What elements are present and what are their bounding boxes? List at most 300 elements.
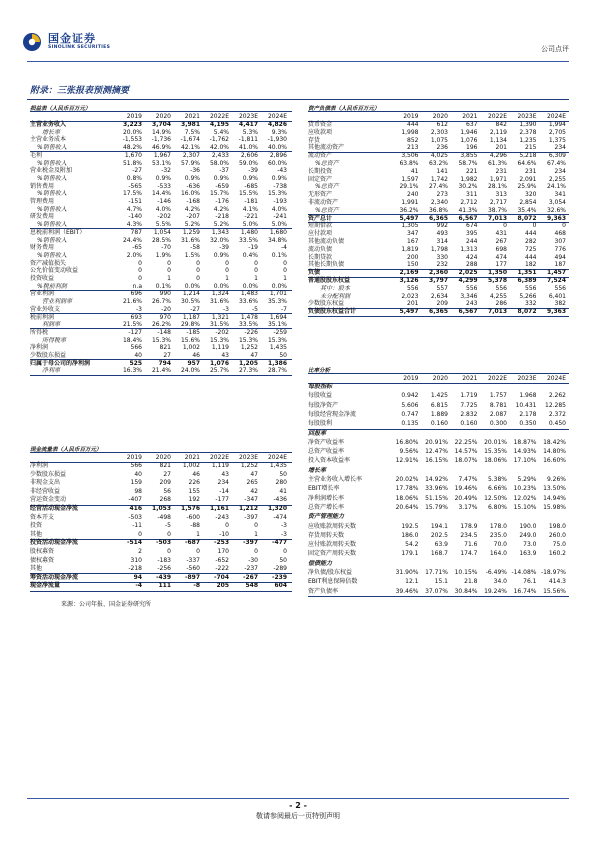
- cell-value: 41: [410, 167, 419, 175]
- cell-value: 12.47%: [425, 448, 448, 456]
- cell-value: 27.4%: [428, 183, 448, 191]
- cell-value: 1,212: [239, 505, 258, 512]
- table-row: [30, 522, 292, 530]
- cell-value: 330: [436, 253, 448, 261]
- row-label: 非现金支出: [30, 479, 61, 487]
- row-label: 存货: [308, 136, 321, 144]
- row-label: 少数股东损益: [30, 352, 67, 359]
- cell-value: 2,340: [430, 199, 448, 206]
- cell-value: 0: [283, 267, 287, 275]
- cell-value: 556: [407, 284, 419, 292]
- table-row: [308, 160, 569, 168]
- row-label: 总资产增长率: [308, 503, 345, 511]
- table-row: [308, 420, 569, 428]
- cell-value: 6,365: [429, 214, 448, 222]
- cell-value: 1: [254, 530, 258, 538]
- cell-value: 2,378: [519, 128, 537, 136]
- cell-value: 548: [245, 582, 258, 590]
- cell-value: 98: [134, 487, 142, 495]
- cell-value: 12.02%: [513, 494, 537, 502]
- cell-value: 1,670: [124, 151, 142, 159]
- cell-value: 39.46%: [395, 587, 419, 595]
- cell-value: 29.8%: [180, 321, 200, 329]
- cell-value: 424: [466, 253, 478, 261]
- cell-value: 15.98%: [543, 503, 566, 511]
- cell-value: 0: [138, 275, 142, 282]
- row-label: 税前利润: [30, 313, 55, 321]
- cell-value: 395: [466, 230, 478, 238]
- table-row: [308, 129, 569, 137]
- cell-value: 167: [407, 238, 419, 245]
- cell-value: -253: [213, 539, 229, 547]
- cell-value: -237: [244, 565, 258, 573]
- cell-value: 852: [407, 136, 419, 144]
- cell-value: 1,320: [268, 505, 287, 512]
- cell-value: -148: [157, 328, 171, 336]
- cell-value: 27.3%: [238, 367, 258, 375]
- cell-value: -3: [223, 305, 229, 313]
- cell-value: 556: [495, 284, 507, 292]
- cell-value: 0: [167, 530, 171, 538]
- page-number: - 2 -: [289, 801, 307, 810]
- cell-value: 50: [279, 470, 287, 478]
- cell-value: 0.135: [401, 420, 419, 428]
- cell-value: 182: [525, 261, 537, 269]
- cell-value: 1,321: [211, 313, 229, 321]
- cell-value: 29.1%: [399, 183, 419, 191]
- cell-value: 0: [225, 522, 229, 530]
- cell-value: 26.2%: [151, 321, 171, 329]
- cell-value: 1,134: [489, 136, 507, 144]
- table-row: [30, 531, 292, 539]
- cell-value: 30.5%: [180, 298, 200, 306]
- cell-value: -37: [219, 167, 229, 175]
- cell-value: -347: [244, 496, 258, 504]
- row-label: 每股收益: [308, 392, 333, 400]
- cell-value: 21.5%: [122, 321, 142, 329]
- cell-value: 22.25%: [454, 438, 478, 446]
- cell-value: 0: [562, 222, 566, 230]
- row-rule: [308, 596, 569, 597]
- cell-value: 51.8%: [122, 159, 142, 167]
- year-header: 2019: [126, 454, 142, 461]
- cell-value: 192.5: [401, 522, 419, 530]
- cell-value: 244: [466, 238, 478, 245]
- cell-value: 2.262: [548, 392, 566, 400]
- cell-value: 9,363: [547, 214, 566, 222]
- cell-value: 2.832: [460, 410, 478, 418]
- cell-value: 14.4%: [151, 190, 171, 198]
- cell-value: 67.4%: [546, 160, 566, 167]
- cell-value: 0: [138, 530, 142, 538]
- cell-value: 1,435: [269, 344, 287, 352]
- cell-value: -3: [281, 530, 287, 538]
- cell-value: -652: [215, 556, 229, 564]
- cell-value: -151: [128, 198, 142, 205]
- cell-value: 288: [466, 261, 478, 269]
- cell-value: 444: [407, 121, 419, 128]
- table-row: [30, 539, 292, 547]
- cell-value: 2.087: [489, 410, 507, 418]
- cell-value: 202.5: [430, 531, 448, 539]
- cell-value: n.a: [132, 282, 142, 290]
- cell-value: 1,994: [548, 121, 566, 128]
- cell-value: 34.8%: [267, 236, 287, 244]
- cell-value: 1,386: [268, 359, 287, 367]
- cell-value: 2,634: [430, 292, 448, 300]
- cell-value: 2,307: [182, 151, 200, 159]
- year-header: 2021: [462, 375, 478, 382]
- cell-value: 26.7%: [151, 298, 171, 306]
- cell-value: -146: [157, 198, 171, 205]
- cell-value: -58: [190, 244, 200, 252]
- cell-value: 0.9%: [213, 251, 229, 259]
- row-label: 应付账款周转天数: [308, 541, 357, 549]
- cell-value: 5.5%: [155, 221, 171, 229]
- row-label: 净利润: [30, 462, 49, 469]
- cell-value: 0.9%: [242, 174, 258, 182]
- cell-value: 444: [525, 230, 537, 238]
- year-header: 2023E: [238, 113, 258, 120]
- cell-value: 1,351: [517, 269, 537, 277]
- cell-value: 1.5%: [184, 251, 200, 259]
- cell-value: 155: [188, 487, 200, 495]
- cell-value: -600: [186, 513, 200, 521]
- cell-value: 164.0: [489, 550, 507, 558]
- cell-value: 1.757: [489, 392, 507, 400]
- row-label: 回报率: [308, 429, 327, 437]
- row-label: 少数股东权益: [308, 300, 345, 308]
- cell-value: 35.1%: [267, 321, 287, 329]
- cell-value: -65: [132, 244, 142, 252]
- cell-value: 4.7%: [126, 205, 142, 213]
- cell-value: -704: [213, 573, 229, 581]
- cell-value: -397: [244, 513, 258, 521]
- cell-value: 163.9: [519, 550, 537, 558]
- table-row: [308, 550, 569, 558]
- cell-value: 5.29%: [517, 476, 537, 483]
- table-row: [30, 496, 292, 504]
- cell-value: 566: [130, 462, 142, 469]
- table-row: [308, 191, 569, 199]
- cell-value: 40: [134, 470, 142, 478]
- cell-value: 10.23%: [513, 485, 537, 493]
- cell-value: 314: [436, 238, 448, 245]
- cell-value: 190.0: [519, 522, 537, 530]
- year-header: 2019: [403, 375, 419, 382]
- cell-value: 3,346: [460, 292, 478, 300]
- cell-value: 347: [407, 230, 419, 238]
- cell-value: 556: [525, 284, 537, 292]
- cell-value: 604: [274, 582, 287, 590]
- table-row: [308, 199, 569, 207]
- cell-value: -181: [244, 198, 258, 205]
- table-row: [308, 230, 569, 238]
- cell-value: -241: [273, 213, 287, 221]
- cell-value: 42: [250, 487, 258, 495]
- cell-value: 6,389: [517, 277, 537, 284]
- row-rule: [30, 591, 292, 592]
- cell-value: 234: [554, 167, 566, 175]
- cell-value: 5.2%: [213, 221, 229, 229]
- cell-value: 0.450: [548, 420, 566, 428]
- cell-value: 17.5%: [122, 190, 142, 198]
- cell-value: 20.49%: [454, 494, 478, 502]
- cell-value: 30.2%: [458, 183, 478, 191]
- cell-value: 1: [225, 275, 229, 282]
- table-row: [308, 485, 569, 493]
- cell-value: 787: [130, 228, 142, 236]
- cell-value: 14.80%: [543, 448, 566, 456]
- cell-value: 468: [554, 230, 566, 238]
- cell-value: -256: [157, 565, 171, 573]
- cell-value: 31.6%: [180, 236, 200, 244]
- cell-value: 187: [554, 261, 566, 269]
- cell-value: 0: [254, 522, 258, 530]
- cell-value: 1.968: [519, 392, 537, 400]
- cell-value: 47: [250, 470, 258, 478]
- year-header: 2021: [184, 113, 200, 120]
- cell-value: 9.56%: [399, 448, 419, 456]
- cell-value: 41.0%: [238, 144, 258, 152]
- cell-value: -407: [128, 496, 142, 504]
- cell-value: 6,365: [429, 308, 448, 316]
- row-label: 其他: [30, 565, 43, 573]
- cell-value: 14.57%: [454, 448, 478, 456]
- cell-value: -5: [252, 305, 258, 313]
- cell-value: 6,567: [458, 308, 478, 316]
- cell-value: 1,343: [211, 228, 229, 236]
- table-row: [308, 578, 569, 586]
- cell-value: 15.10%: [513, 503, 537, 511]
- cell-value: 5,378: [488, 277, 507, 284]
- cell-value: -27: [190, 305, 200, 313]
- cell-value: 43: [221, 352, 229, 359]
- cell-value: 20.02%: [395, 476, 419, 483]
- cell-value: 3,126: [399, 277, 419, 284]
- cell-value: 40.0%: [267, 144, 287, 152]
- cell-value: 2,717: [489, 199, 507, 206]
- cell-value: 821: [159, 462, 171, 469]
- cell-value: 34.0: [493, 578, 507, 586]
- cell-value: 226: [188, 479, 200, 487]
- cell-value: -3: [136, 305, 142, 313]
- row-label: 固定资产: [308, 175, 333, 183]
- table-row: [308, 588, 569, 596]
- table-row: [308, 411, 569, 419]
- cell-value: 1,161: [210, 505, 229, 512]
- cell-value: -659: [215, 182, 229, 190]
- cell-value: 1,478: [240, 313, 258, 321]
- cell-value: 32.6%: [546, 206, 566, 214]
- row-label: 毛利: [30, 151, 43, 159]
- cell-value: -18.97%: [540, 569, 566, 576]
- row-label: 应收账款周转天数: [308, 522, 357, 530]
- cell-value: 35.4%: [517, 206, 537, 214]
- page-header: [0, 0, 596, 62]
- cell-value: 16.60%: [543, 457, 566, 465]
- cell-value: -1,762: [209, 136, 229, 144]
- cell-value: 696: [130, 290, 142, 298]
- cell-value: 1,967: [153, 151, 171, 159]
- cell-value: 0.160: [430, 420, 448, 428]
- cell-value: 18.4%: [122, 336, 142, 344]
- cell-value: 2,896: [269, 151, 287, 159]
- cell-value: 12.1: [405, 578, 419, 586]
- cell-value: 5,497: [399, 214, 419, 222]
- row-label: %销售收入: [37, 221, 67, 229]
- cell-value: 4.0%: [155, 205, 171, 213]
- cell-value: 2,025: [458, 269, 478, 277]
- row-label: 其他: [30, 530, 43, 538]
- row-label: 投资收益: [30, 275, 55, 282]
- cell-value: 1,457: [547, 269, 566, 277]
- cell-value: 332: [525, 300, 537, 308]
- appendix-title: 附录：三张报表预测摘要: [30, 86, 130, 96]
- cell-value: 286: [495, 300, 507, 308]
- cell-value: 12.91%: [395, 457, 419, 465]
- row-label: 利润率: [42, 321, 61, 329]
- cell-value: 36.8%: [428, 206, 448, 214]
- cell-value: 178.0: [489, 522, 507, 530]
- cell-value: 3,704: [152, 121, 171, 128]
- cell-value: 4,299: [458, 277, 478, 284]
- year-header: 2020: [155, 454, 171, 461]
- cell-value: -243: [215, 513, 229, 521]
- table-row: [30, 574, 292, 582]
- cell-value: 31.6%: [209, 298, 229, 306]
- cell-value: -168: [186, 198, 200, 205]
- cell-value: 63.8%: [399, 160, 419, 167]
- cell-value: 50: [279, 556, 287, 564]
- cell-value: 6.815: [430, 401, 448, 409]
- row-label: 营业利润率: [42, 298, 73, 306]
- cell-value: 1,205: [239, 359, 258, 367]
- cell-value: -226: [244, 328, 258, 336]
- table-row: [308, 476, 569, 484]
- cell-value: 0.4%: [242, 251, 258, 259]
- row-label: EBIT利息保障倍数: [308, 578, 358, 586]
- cell-value: 311: [466, 191, 478, 199]
- row-label: 非流动资产: [308, 199, 339, 206]
- row-label: %税前利润: [37, 282, 67, 290]
- row-label: 投入资本收益率: [308, 457, 351, 465]
- cell-value: 2,255: [548, 175, 566, 183]
- cell-value: 48.2%: [122, 144, 142, 152]
- row-label: 债权募资: [30, 556, 55, 564]
- cell-value: 192: [188, 496, 200, 504]
- cell-value: 474: [495, 253, 507, 261]
- cell-value: -503: [155, 539, 171, 547]
- table-row: [30, 565, 292, 573]
- cell-value: 2,169: [399, 269, 419, 277]
- cell-value: 3,054: [548, 199, 566, 206]
- cell-value: 0.0%: [184, 282, 200, 290]
- cell-value: 50: [279, 352, 287, 359]
- cell-value: 46: [192, 470, 200, 478]
- cell-value: -897: [184, 573, 200, 581]
- cell-value: 200: [407, 253, 419, 261]
- year-header: 2020: [155, 113, 171, 120]
- year-header: 2023E: [238, 454, 258, 461]
- cell-value: 4.2%: [184, 205, 200, 213]
- cell-value: 15.1: [434, 578, 448, 586]
- cell-value: 1,435: [269, 462, 287, 469]
- cell-value: 38.7%: [487, 206, 507, 214]
- row-label: 主营业务收入增长率: [308, 476, 363, 483]
- cell-value: 76.1: [523, 578, 537, 586]
- table-title: 资产负债表（人民币百万元）: [308, 106, 380, 112]
- cell-value: 5,218: [519, 152, 537, 160]
- row-label: 流动负债: [308, 245, 333, 253]
- cell-value: 444: [525, 253, 537, 261]
- year-header: 2020: [432, 375, 448, 382]
- cell-value: 493: [436, 230, 448, 238]
- cell-value: 0.350: [519, 420, 537, 428]
- cell-value: 1,119: [211, 462, 229, 469]
- cell-value: 0: [283, 259, 287, 267]
- cell-value: 21.8: [464, 578, 478, 586]
- cell-value: 1,701: [269, 290, 287, 298]
- cell-value: 1,075: [430, 136, 448, 144]
- cell-value: -1,553: [122, 136, 142, 144]
- cell-value: -88: [190, 522, 200, 530]
- cell-value: 16.80%: [395, 438, 419, 446]
- cell-value: -565: [128, 182, 142, 190]
- cell-value: 196: [466, 144, 478, 152]
- row-label: %总资产: [315, 160, 339, 167]
- cell-value: 0: [503, 222, 507, 230]
- cell-value: 0.9%: [184, 174, 200, 182]
- brand-name-en: SINOLINK SECURITIES: [48, 45, 111, 50]
- table-row: [308, 285, 569, 293]
- cell-value: 693: [130, 313, 142, 321]
- cell-value: 4.0%: [271, 205, 287, 213]
- cell-value: 1,305: [401, 222, 419, 230]
- row-label: 应收款项: [308, 128, 333, 136]
- row-label: 短期借款: [308, 222, 333, 230]
- cell-value: 0.1%: [271, 251, 287, 259]
- table-row: [308, 277, 569, 285]
- cell-value: 4,417: [239, 121, 258, 128]
- row-label: %销售收入: [37, 159, 67, 167]
- row-label: %总资产: [315, 206, 339, 214]
- cell-value: 215: [525, 144, 537, 152]
- cell-value: 16.74%: [513, 587, 537, 595]
- cell-value: 0: [254, 259, 258, 267]
- cell-value: 58.7%: [458, 160, 478, 167]
- year-header: 2021: [462, 113, 478, 120]
- cell-value: 2.178: [519, 410, 537, 418]
- cell-value: 1,375: [548, 136, 566, 144]
- cell-value: 1,119: [211, 344, 229, 352]
- cell-value: 27: [163, 352, 171, 359]
- cell-value: 5.38%: [487, 476, 507, 483]
- cell-value: 18.42%: [543, 438, 566, 446]
- cell-value: 15.3%: [209, 336, 229, 344]
- cell-value: 201: [495, 144, 507, 152]
- cell-value: 1,971: [489, 175, 507, 183]
- cell-value: 0.9%: [213, 174, 229, 182]
- cell-value: 18.06%: [395, 494, 419, 502]
- cell-value: 2.372: [548, 410, 566, 418]
- row-label: 其他长期负债: [308, 261, 345, 269]
- cell-value: 61.3%: [487, 160, 507, 167]
- cell-value: 63.2%: [428, 160, 448, 167]
- cell-value: 18.87%: [513, 438, 537, 446]
- cell-value: 280: [275, 479, 287, 487]
- cell-value: 0: [196, 548, 200, 555]
